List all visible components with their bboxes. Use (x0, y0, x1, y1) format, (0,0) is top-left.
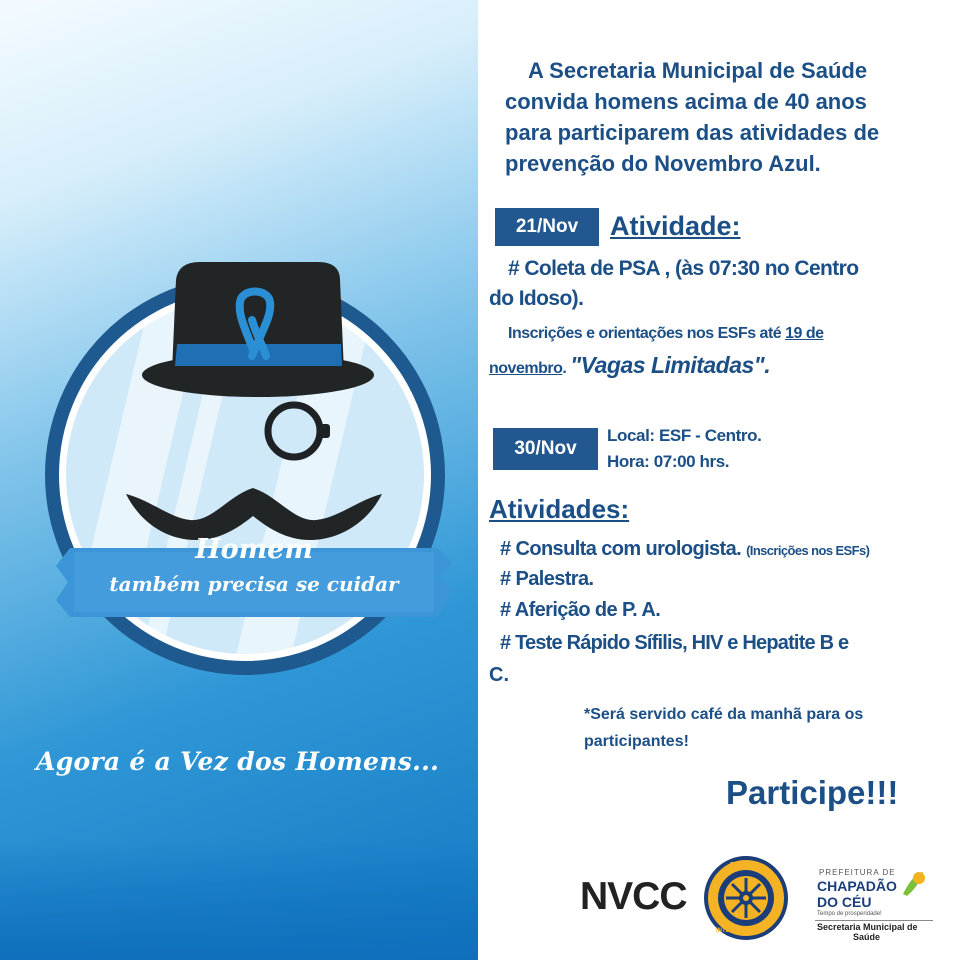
prefeitura-name-1: CHAPADÃO (817, 878, 897, 894)
nvcc-logo: NVCC (580, 875, 687, 918)
hero-illustration (0, 0, 478, 960)
activity-item-2: # Palestra. (500, 568, 594, 590)
event1-note-prefix: Inscrições e orientações nos ESFs até (508, 325, 786, 342)
intro-line-4: prevenção do Novembro Azul. (505, 151, 821, 176)
rotary-label-bottom: INTERNATIONAL (716, 928, 765, 934)
event1-note-period: . (562, 360, 571, 377)
prefeitura-tagline: Tempo de prosperidade! (817, 911, 882, 917)
activity-item-1 (500, 538, 869, 561)
intro-line-1: A Secretaria Municipal de Saúde (528, 58, 868, 83)
prefeitura-secretaria-2: Saúde (853, 932, 881, 942)
footnote-line1: *Será servido café da manhã para os (584, 706, 864, 723)
prefeitura-secretaria-1: Secretaria Municipal de (817, 922, 918, 932)
event2-local: Local: ESF - Centro. (607, 426, 762, 445)
activities-heading: Atividades: (489, 494, 630, 524)
intro-line-2: convida homens acima de 40 anos (505, 89, 867, 114)
event2-hora: Hora: 07:00 hrs. (607, 452, 730, 471)
activity-item-4-line2: C. (489, 664, 509, 686)
event1-date-badge: 21/Nov (495, 208, 599, 246)
event1-item-line2: do Idoso). (489, 287, 584, 310)
activity-item-4-line1: # Teste Rápido Sífilis, HIV e Hepatite B e (500, 632, 849, 654)
event1-note-line1 (508, 325, 824, 343)
event1-note-date-b: novembro (489, 360, 563, 377)
event1-note-date-a: 19 de (785, 325, 824, 342)
event1-heading: Atividade: (610, 211, 741, 241)
intro-line-3: para participarem das atividades de (505, 120, 880, 145)
prefeitura-name-2: DO CÉU (817, 894, 872, 910)
prefeitura-emblem-icon (899, 870, 927, 900)
footnote-line2: participantes! (584, 733, 689, 750)
cta-participe: Participe!!! (726, 774, 899, 811)
activity-item-3: # Aferição de P. A. (500, 599, 661, 621)
rotary-label-top: ROTARY (730, 862, 759, 869)
badge-title: Homem (195, 534, 313, 565)
slogan: Agora é a Vez dos Homens... (36, 747, 440, 776)
prefeitura-logo (815, 868, 940, 948)
activity-item-1-label: # Consulta com urologista. (500, 538, 742, 560)
event1-note-highlight: "Vagas Limitadas". (570, 352, 771, 378)
activity-item-1-note: (Inscrições nos ESFs) (746, 543, 870, 558)
left-panel (0, 0, 478, 960)
event2-date-badge: 30/Nov (493, 428, 598, 470)
event1-note-line2 (489, 352, 770, 379)
prefeitura-small-label: PREFEITURA DE (819, 868, 896, 877)
badge-subtitle: também precisa se cuidar (109, 572, 399, 596)
event1-item-line1: # Coleta de PSA , (às 07:30 no Centro (508, 257, 859, 280)
